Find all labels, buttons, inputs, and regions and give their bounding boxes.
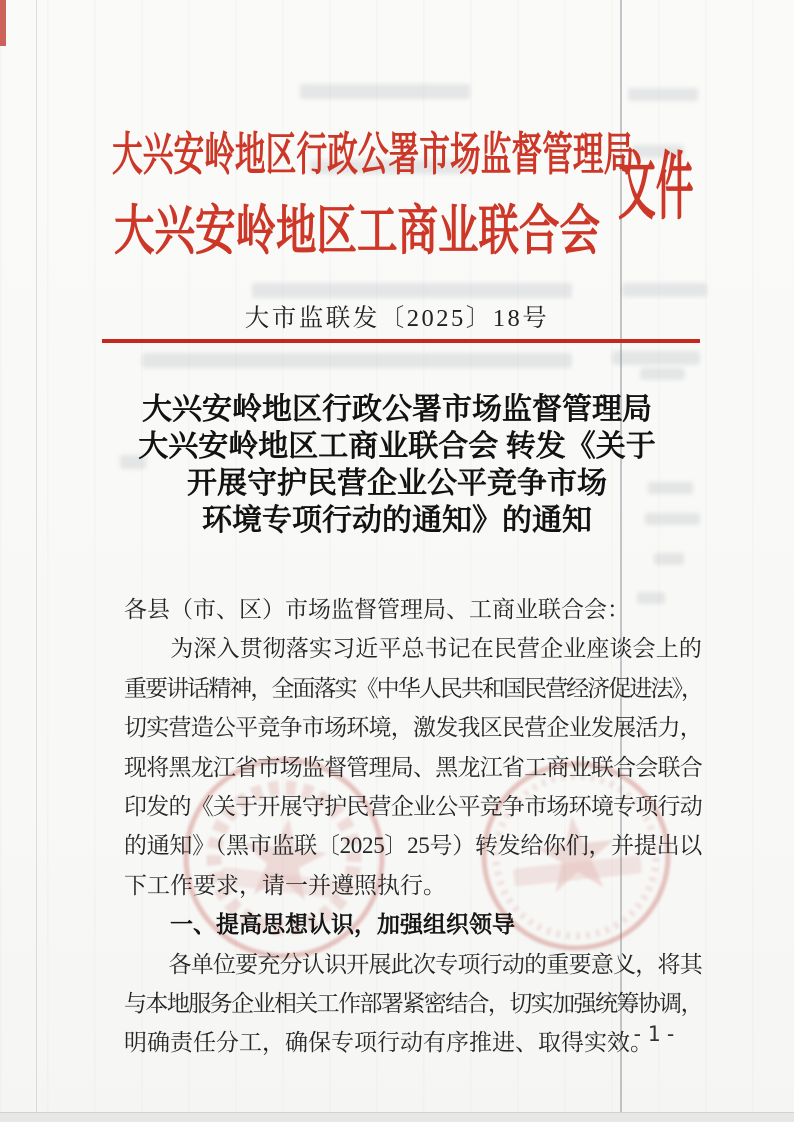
doc-type-label: 文件 [618, 147, 694, 229]
body-line: 明确责任分工，确保专项行动有序推进、取得实效。 [124, 1030, 653, 1056]
doc-number: 大市监联发〔2025〕18号 [244, 305, 550, 332]
body-line: 重要讲话精神，全面落实《中华人民共和国民营经济促进法》， [124, 675, 703, 701]
salutation-line: 各县（市、区）市场监督管理局、工商业联合会： [124, 597, 630, 622]
body-line: 现将黑龙江省市场监督管理局、黑龙江省工商业联合会联合 [124, 754, 703, 780]
body-line: 的通知》（黑市监联〔2025〕25号）转发给你们，并提出以 [124, 833, 703, 859]
document-title [97, 391, 697, 539]
issuing-org-line2: 大兴安岭地区工商业联合会 [114, 201, 600, 261]
red-header-rule [102, 339, 700, 343]
section-heading: 一、提高思想认识，加强组织领导 [124, 911, 515, 938]
body-line: 各单位要充分认识开展此次专项行动的重要意义，将其 [124, 951, 703, 977]
body-line: 与本地服务企业相关工作部署紧密结合，切实加强统筹协调， [124, 990, 703, 1016]
body-line: 切实营造公平竞争市场环境，激发我区民营企业发展活力， [124, 715, 703, 741]
body-line: 印发的《关于开展守护民营企业公平竞争市场环境专项行动 [124, 793, 703, 819]
body-line: 下工作要求，请一并遵照执行。 [124, 872, 446, 898]
title-line: 大兴安岭地区工商业联合会 转发《关于 [138, 430, 656, 463]
title-line: 大兴安岭地区行政公署市场监督管理局 [142, 393, 652, 426]
page-number: -1- [631, 1022, 681, 1046]
title-line: 开展守护民营企业公平竞争市场 [187, 467, 607, 500]
body-line: 为深入贯彻落实习近平总书记在民营企业座谈会上的 [124, 636, 702, 662]
issuing-org-line1: 大兴安岭地区行政公署市场监督管理局 [112, 129, 635, 180]
document-body [124, 590, 702, 1063]
title-line: 环境专项行动的通知》的通知 [202, 504, 592, 537]
